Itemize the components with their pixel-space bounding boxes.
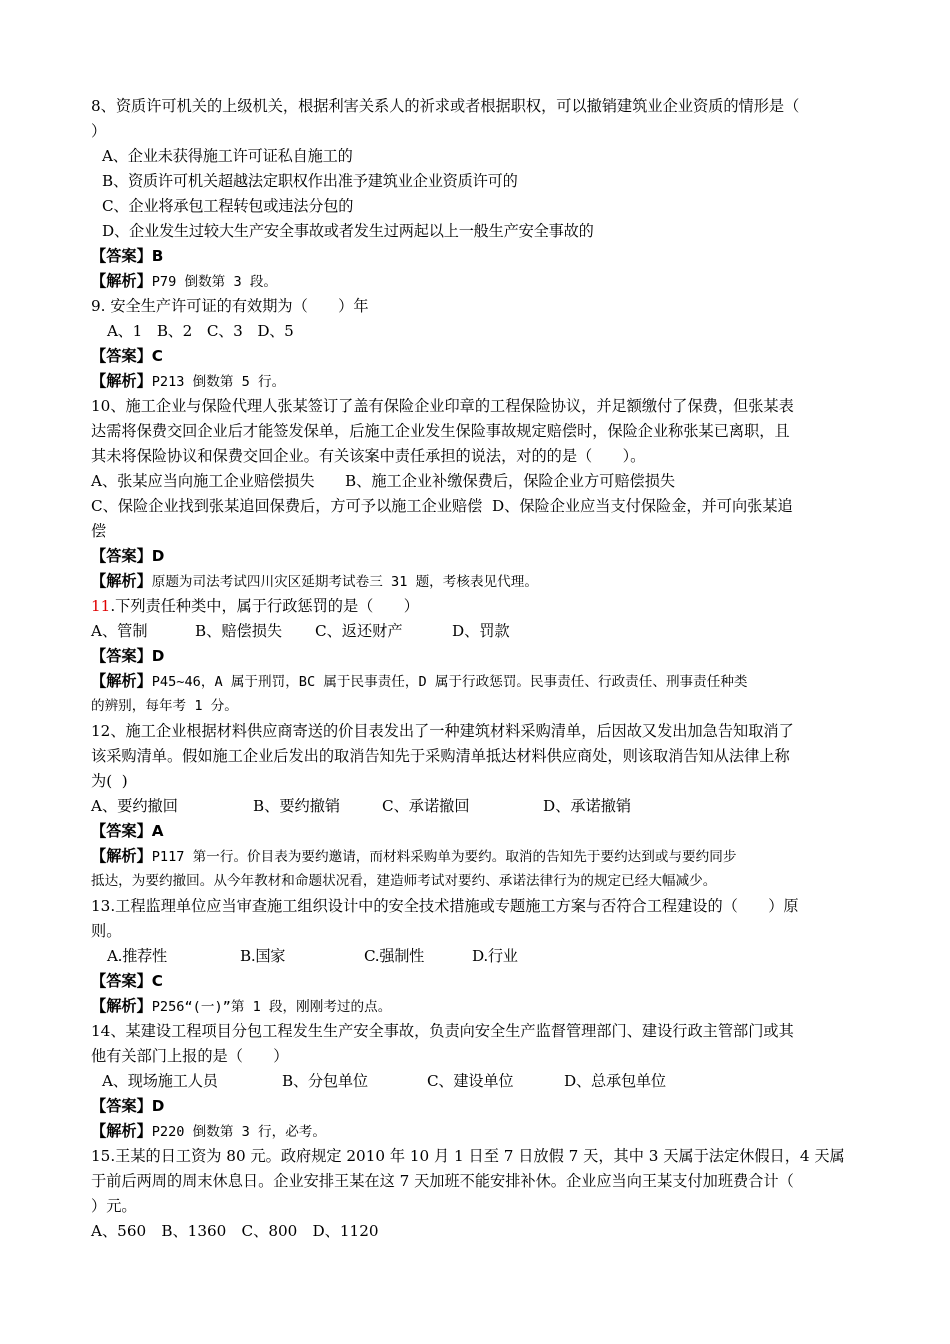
question-15-stem-cont: ）元。 (91, 1197, 137, 1215)
question-13 (91, 894, 871, 1019)
question-11-analysis-cont: 的辨别，每年考 1 分。 (91, 698, 238, 714)
analysis-text: P45~46，A 属于刑罚，BC 属于民事责任，D 属于行政惩罚。民事责任、行政责任、刑事责任种类 (151, 674, 748, 690)
option-c: C.强制性 (364, 947, 425, 965)
answer-tag: 【答案】 (91, 247, 152, 265)
analysis-tag: 【解析】 (91, 372, 152, 390)
question-11-stem-text: .下列责任种类中，属于行政惩罚的是（ ） (110, 597, 419, 615)
option-b: B、分包单位 (282, 1072, 368, 1090)
question-15-options: A、560 B、1360 C、800 D、1120 (91, 1222, 379, 1240)
question-15-stem-cont: 于前后两周的周末休息日。企业安排王某在这 7 天加班不能安排补休。企业应当向王某支付加班费合计（ (91, 1172, 794, 1190)
analysis-text: P220 倒数第 3 行，必考。 (151, 1124, 326, 1140)
question-12-analysis-cont: 抵达，为要约撤回。从今年教材和命题状况看，建造师考试对要约、承诺法律行为的规定已经大幅减少。 (91, 873, 717, 889)
analysis-text: 原题为司法考试四川灾区延期考试卷三 31 题，考核表见代理。 (151, 574, 538, 590)
question-8-option-d: D、企业发生过较大生产安全事故或者发生过两起以上一般生产安全事故的 (102, 222, 594, 240)
question-12-answer (91, 819, 871, 844)
question-14-answer (91, 1094, 871, 1119)
question-11-analysis (91, 669, 871, 694)
option-b: B.国家 (240, 947, 286, 965)
question-8-analysis (91, 269, 871, 294)
answer-tag: 【答案】 (91, 547, 152, 565)
question-15 (91, 1144, 871, 1244)
question-10-options-cd-cont: 偿 (91, 522, 107, 540)
option-d: D、罚款 (452, 622, 510, 640)
question-11-answer (91, 644, 871, 669)
question-8 (91, 94, 871, 294)
question-9-stem: 9. 安全生产许可证的有效期为（ ）年 (91, 297, 369, 315)
question-9-analysis (91, 369, 871, 394)
question-11 (91, 594, 871, 719)
question-12 (91, 719, 871, 894)
question-10-answer (91, 544, 871, 569)
answer-value: C (151, 347, 163, 365)
question-number: 11 (91, 597, 111, 615)
option-b: B、赔偿损失 (195, 622, 283, 640)
question-14 (91, 1019, 871, 1144)
answer-value: D (151, 1097, 165, 1115)
answer-value: B (151, 247, 164, 265)
question-8-option-a: A、企业未获得施工许可证私自施工的 (102, 147, 353, 165)
analysis-tag: 【解析】 (91, 1122, 152, 1140)
question-10-options-ab: A、张某应当向施工企业赔偿损失 B、施工企业补缴保费后，保险企业方可赔偿损失 (91, 472, 676, 490)
answer-value: C (151, 972, 163, 990)
answer-value: D (151, 547, 165, 565)
question-9-options: A、1 B、2 C、3 D、5 (107, 322, 294, 340)
answer-tag: 【答案】 (91, 647, 152, 665)
question-14-options (91, 1069, 871, 1094)
option-d: D.行业 (472, 947, 518, 965)
option-b: B、要约撤销 (253, 797, 341, 815)
option-c: C、返还财产 (315, 622, 403, 640)
option-a: A、要约撤回 (91, 797, 178, 815)
question-12-analysis (91, 844, 871, 869)
answer-value: D (151, 647, 165, 665)
answer-tag: 【答案】 (91, 822, 152, 840)
question-8-answer (91, 244, 871, 269)
analysis-tag: 【解析】 (91, 572, 152, 590)
question-8-option-b: B、资质许可机关超越法定职权作出准予建筑业企业资质许可的 (102, 172, 518, 190)
analysis-tag: 【解析】 (91, 672, 152, 690)
question-13-answer (91, 969, 871, 994)
option-a: A、现场施工人员 (102, 1072, 218, 1090)
question-14-stem-cont: 他有关部门上报的是（ ） (91, 1047, 289, 1065)
question-10-stem-cont: 其未将保险协议和保费交回企业。有关该案中责任承担的说法，对的的是（ ）。 (91, 447, 646, 465)
option-a: A、管制 (91, 622, 148, 640)
question-14-analysis (91, 1119, 871, 1144)
question-10-stem-cont: 达需将保费交回企业后才能签发保单，后施工企业发生保险事故规定赔偿时，保险企业称张某已离职，且 (91, 422, 790, 440)
question-8-stem-cont: ） (91, 122, 107, 140)
question-9-answer (91, 344, 871, 369)
analysis-tag: 【解析】 (91, 997, 152, 1015)
question-12-stem-cont: 为( ) (91, 772, 128, 790)
question-10 (91, 394, 871, 594)
answer-value: A (151, 822, 164, 840)
question-13-stem-cont: 则。 (91, 922, 122, 940)
question-12-stem: 12、施工企业根据材料供应商寄送的价目表发出了一种建筑材料采购清单，后因故又发出加急告知取消了 (91, 722, 794, 740)
option-d: D、总承包单位 (564, 1072, 666, 1090)
document-page (91, 94, 871, 1244)
question-9 (91, 294, 871, 394)
question-11-options (91, 619, 871, 644)
question-15-stem: 15.王某的日工资为 80 元。政府规定 2010 年 10 月 1 日至 7 日放假 7 天，其中 3 天属于法定休假日，4 天属 (91, 1147, 845, 1165)
analysis-tag: 【解析】 (91, 847, 152, 865)
question-10-analysis (91, 569, 871, 594)
question-12-options (91, 794, 871, 819)
question-10-stem: 10、施工企业与保险代理人张某签订了盖有保险企业印章的工程保险协议，并足额缴付了保费，但张某表 (91, 397, 794, 415)
option-c: C、建设单位 (427, 1072, 514, 1090)
analysis-tag: 【解析】 (91, 272, 152, 290)
question-13-analysis (91, 994, 871, 1019)
option-c: C、承诺撤回 (382, 797, 470, 815)
option-a: A.推荐性 (107, 947, 167, 965)
answer-tag: 【答案】 (91, 347, 152, 365)
option-d: D、承诺撤销 (543, 797, 632, 815)
question-13-options (91, 944, 871, 969)
question-10-options-cd: C、保险企业找到张某追回保费后，方可予以施工企业赔偿 D、保险企业应当支付保险金，并可向张某追 (91, 497, 793, 515)
answer-tag: 【答案】 (91, 1097, 152, 1115)
analysis-text: P79 倒数第 3 段。 (151, 274, 278, 290)
analysis-text: P256“(一)”第 1 段，刚刚考过的点。 (151, 999, 392, 1015)
analysis-text: P117 第一行。价目表为要约邀请，而材料采购单为要约。取消的告知先于要约达到或与要约同步 (151, 849, 737, 865)
question-8-stem: 8、资质许可机关的上级机关，根据利害关系人的祈求或者根据职权，可以撤销建筑业企业资质的情形是（ (91, 97, 800, 115)
question-14-stem: 14、某建设工程项目分包工程发生生产安全事故，负责向安全生产监督管理部门、建设行政主管部门或其 (91, 1022, 794, 1040)
answer-tag: 【答案】 (91, 972, 152, 990)
question-13-stem: 13.工程监理单位应当审查施工组织设计中的安全技术措施或专题施工方案与否符合工程建设的（ ）原 (91, 897, 799, 915)
question-11-stem (91, 594, 871, 619)
question-8-option-c: C、企业将承包工程转包或违法分包的 (102, 197, 354, 215)
analysis-text: P213 倒数第 5 行。 (151, 374, 286, 390)
question-12-stem-cont: 该采购清单。假如施工企业后发出的取消告知先于采购清单抵达材料供应商处，则该取消告知从法律上称 (91, 747, 790, 765)
